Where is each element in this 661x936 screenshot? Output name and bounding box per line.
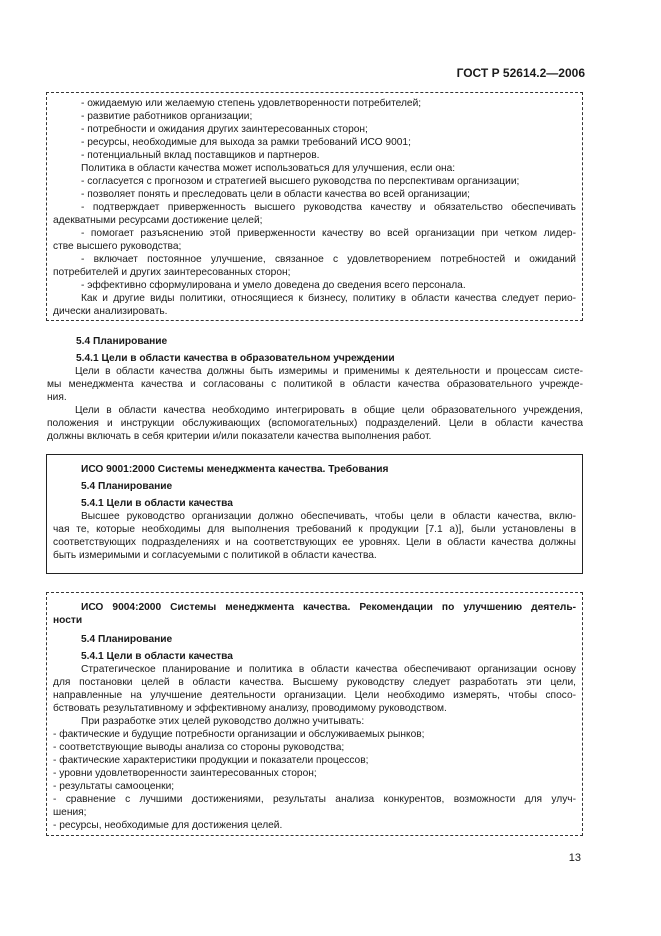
list-item: - включает постоянное улучшение, связанное с удовлетворением потребностей и ожиданий <box>81 254 576 265</box>
list-item: - потенциальный вклад поставщиков и партнеров. <box>81 150 320 161</box>
list-item: - подтверждает приверженность высшего руководства качеству и обязательство обеспечивать <box>81 202 576 213</box>
paragraph-line: Цели в области качества должны быть измеримы и применимы к деятельности и процессам систе- <box>75 366 583 377</box>
paragraph-line: Как и другие виды политики, относящиеся к бизнесу, политику в области качества следует перио- <box>81 293 576 304</box>
list-item: - уровни удовлетворенности заинтересованных сторон; <box>53 768 317 779</box>
list-item: - развитие работников организации; <box>81 111 253 122</box>
box-heading: 5.4 Планирование <box>81 481 173 492</box>
box-title: ИСО 9004:2000 Системы менеджмента качества. Рекомендации по улучшению деятель- <box>81 602 576 613</box>
paragraph-line: должны включать в себя критерии и/или показатели качества выполнения работ. <box>47 431 432 442</box>
paragraph-line: При разработке этих целей руководство должно учитывать: <box>81 716 365 727</box>
paragraph-line: Цели в области качества необходимо интегрировать в общие цели образовательного учреждения, <box>75 405 583 416</box>
paragraph-line: Стратегическое планирование и политика в области качества обеспечивают организации основу <box>81 664 576 675</box>
paragraph-line: положения и инструкции обслуживающих (вспомогательных) подразделений. Цели в области качества <box>47 418 583 429</box>
paragraph-line: Политика в области качества может использоваться для улучшения, если она: <box>81 163 456 174</box>
iso9004-box <box>46 592 583 836</box>
list-item: - потребности и ожидания других заинтересованных сторон; <box>81 124 368 135</box>
list-item: - фактические и будущие потребности организации и обслуживаемых рынков; <box>53 729 425 740</box>
paragraph-line: для постановки целей в области качества. Высшему руководству следует разработать эти цели, <box>53 677 576 688</box>
paragraph-line: чая те, которые необходимы для выполнения требований к продукции [7.1 а)], были установлены в <box>53 524 576 535</box>
planning-section <box>47 335 583 443</box>
section-heading: 5.4 Планирование <box>76 336 168 347</box>
list-item: - эффективно сформулирована и умело доведена до сведения всего персонала. <box>81 280 466 291</box>
page-number: 13 <box>568 852 581 864</box>
quality-policy-box <box>46 92 583 321</box>
document-header: ГОСТ Р 52614.2—2006 <box>456 66 585 80</box>
list-item-cont: шения; <box>53 807 87 818</box>
list-item-cont: потребителей и других заинтересованных сторон; <box>53 267 291 278</box>
paragraph-line: мы менеджмента качества и согласованы с политикой в области качества образовательного учрежде- <box>47 379 583 390</box>
box-subheading: 5.4.1 Цели в области качества <box>81 651 233 662</box>
list-item: - сравнение с лучшими достижениями, результаты анализа конкурентов, возможности для улуч- <box>53 794 576 805</box>
list-item: - позволяет понять и преследовать цели в области качества во всей организации; <box>81 189 471 200</box>
iso9001-box <box>46 454 583 574</box>
box-subheading: 5.4.1 Цели в области качества <box>81 498 233 509</box>
list-item: - помогает разъяснению этой приверженности качеству во всей организации при четком лидер- <box>81 228 576 239</box>
list-item: - результаты самооценки; <box>53 781 175 792</box>
list-item: - ожидаемую или желаемую степень удовлетворенности потребителей; <box>81 98 422 109</box>
subsection-heading: 5.4.1 Цели в области качества в образовательном учреждении <box>76 353 395 364</box>
list-item-cont: адекватными ресурсами достижение целей; <box>53 215 263 226</box>
list-item: - ресурсы, необходимые для выхода за рамки требований ИСО 9001; <box>81 137 411 148</box>
paragraph-line: соответствующих подразделениях и на соответствующих ее уровнях. Цели в области качества должны <box>53 537 576 548</box>
list-item: - фактические характеристики продукции и показатели процессов; <box>53 755 369 766</box>
list-item: - согласуется с прогнозом и стратегией высшего руководства по перспективам организации; <box>81 176 520 187</box>
box-heading: 5.4 Планирование <box>81 634 173 645</box>
list-item-cont: стве высшего руководства; <box>53 241 182 252</box>
paragraph-line: быть измеримыми и согласуемыми с политикой в области качества. <box>53 550 377 561</box>
paragraph-line: ния. <box>47 392 67 403</box>
list-item: - ресурсы, необходимые для достижения целей. <box>53 820 283 831</box>
box-title: ИСО 9001:2000 Системы менеджмента качества. Требования <box>81 464 389 475</box>
paragraph-line: Высшее руководство организации должно обеспечивать, чтобы цели в области качества, вклю- <box>81 511 576 522</box>
paragraph-line: дически анализировать. <box>53 306 168 317</box>
box-title-cont: ности <box>53 615 83 626</box>
paragraph-line: направленные на улучшение деятельности организации. Цели необходимо измерять, чтобы спосо- <box>53 690 576 701</box>
paragraph-line: бствовать результативному и эффективному анализу, проводимому руководством. <box>53 703 447 714</box>
list-item: - соответствующие выводы анализа со стороны руководства; <box>53 742 345 753</box>
